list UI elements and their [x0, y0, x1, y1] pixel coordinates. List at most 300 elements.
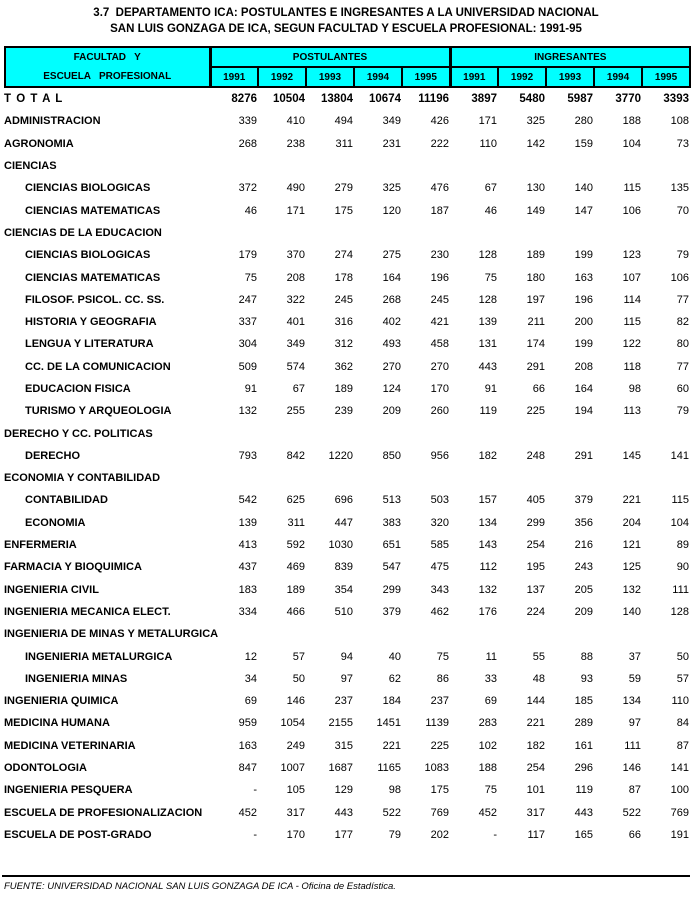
- cell-ingr-1991: 157: [478, 494, 497, 507]
- year-header-ingr-1991: 1991: [450, 67, 498, 87]
- cell-post-1994: 513: [382, 494, 401, 507]
- cell-post-1991: [209, 467, 257, 489]
- cell-ingr-1994: 125: [622, 561, 641, 574]
- cell-post-1993: [305, 422, 353, 444]
- row-label: INGENIERIA PESQUERA: [4, 784, 133, 797]
- cell-post-1994: [353, 222, 401, 244]
- cell-ingr-1991: 131: [478, 338, 497, 351]
- table-row-item: [4, 311, 689, 333]
- cell-ingr-1992: 5480: [519, 93, 545, 106]
- cell-ingr-1991: 188: [478, 762, 497, 775]
- cell-ingr-1994: 113: [623, 405, 641, 418]
- cell-ingr-1993: 119: [575, 784, 593, 797]
- cell-post-1991: -: [253, 784, 257, 797]
- cell-post-1993: 129: [334, 784, 353, 797]
- table-row-section: [4, 623, 689, 645]
- cell-post-1995: 421: [430, 316, 449, 329]
- cell-ingr-1994: 114: [623, 293, 641, 306]
- row-label: INGENIERIA CIVIL: [4, 583, 99, 596]
- cell-post-1993: 362: [334, 360, 353, 373]
- title-line-2: SAN LUIS GONZAGA DE ICA, SEGUN FACULTAD Y ESCUELA PROFESIONAL: 1991-95: [110, 23, 582, 35]
- cell-post-1994: [353, 623, 401, 645]
- cell-post-1991: 793: [238, 449, 257, 462]
- cell-post-1991: 12: [244, 650, 257, 663]
- cell-post-1992: [257, 623, 305, 645]
- cell-ingr-1992: 299: [526, 516, 545, 529]
- cell-ingr-1994: 37: [628, 650, 641, 663]
- cell-post-1992: 490: [286, 182, 305, 195]
- ingresantes-group-header: INGRESANTES: [450, 47, 690, 67]
- cell-ingr-1993: 379: [574, 494, 593, 507]
- cell-post-1992: 317: [286, 806, 305, 819]
- cell-post-1994: 1451: [376, 717, 401, 730]
- cell-ingr-1991: [449, 623, 497, 645]
- cell-post-1991: 509: [238, 360, 257, 373]
- cell-post-1993: 13804: [321, 93, 353, 106]
- cell-post-1995: 175: [430, 784, 449, 797]
- cell-ingr-1993: 164: [574, 383, 593, 395]
- cell-post-1993: 2155: [328, 717, 353, 730]
- year-header-ingr-1994: 1994: [594, 67, 642, 87]
- cell-ingr-1994: [593, 222, 641, 244]
- cell-post-1992: [257, 222, 305, 244]
- cell-ingr-1995: [641, 422, 689, 444]
- cell-ingr-1995: 82: [676, 316, 689, 329]
- cell-ingr-1995: 128: [670, 605, 689, 618]
- cell-ingr-1994: 104: [622, 137, 641, 150]
- cell-post-1994: 231: [382, 137, 401, 150]
- table-row-plain: [4, 735, 689, 757]
- faculty-column-header: [5, 47, 210, 87]
- cell-ingr-1992: 254: [526, 539, 545, 552]
- cell-ingr-1995: 141: [670, 762, 689, 775]
- cell-ingr-1991: 128: [478, 249, 497, 262]
- cell-ingr-1995: 141: [670, 449, 689, 462]
- cell-ingr-1991: 176: [478, 605, 497, 618]
- cell-post-1995: 343: [430, 583, 449, 596]
- row-label: CC. DE LA COMUNICACION: [25, 360, 171, 373]
- table-row-section: [4, 422, 689, 444]
- table-row-item: [4, 356, 689, 378]
- cell-post-1993: 839: [334, 561, 353, 574]
- cell-post-1993: 97: [340, 672, 353, 685]
- cell-post-1995: 462: [430, 605, 449, 618]
- cell-ingr-1993: 296: [574, 762, 593, 775]
- cell-ingr-1993: 356: [574, 516, 593, 529]
- cell-post-1992: 410: [286, 115, 305, 128]
- cell-ingr-1991: 112: [479, 561, 497, 574]
- table-row-plain: [4, 110, 689, 132]
- cell-post-1994: 547: [382, 561, 401, 574]
- cell-ingr-1992: 48: [532, 672, 545, 685]
- cell-ingr-1994: 134: [622, 695, 641, 708]
- cell-ingr-1995: 89: [676, 539, 689, 552]
- cell-ingr-1992: 117: [527, 828, 545, 841]
- cell-ingr-1995: 73: [676, 137, 689, 150]
- cell-post-1991: 437: [238, 561, 257, 574]
- cell-ingr-1992: [497, 222, 545, 244]
- cell-ingr-1994: 106: [622, 204, 641, 217]
- table-row-item: [4, 378, 689, 400]
- cell-post-1994: [353, 467, 401, 489]
- cell-post-1994: 98: [388, 784, 401, 797]
- cell-post-1992: 370: [286, 249, 305, 262]
- row-label: CONTABILIDAD: [25, 494, 108, 507]
- cell-ingr-1995: 77: [676, 293, 689, 306]
- cell-ingr-1994: 188: [622, 115, 641, 128]
- cell-ingr-1993: 93: [580, 672, 593, 685]
- cell-ingr-1995: 87: [676, 739, 689, 752]
- cell-post-1992: 208: [286, 271, 305, 284]
- cell-ingr-1992: 248: [526, 449, 545, 462]
- row-label: CIENCIAS MATEMATICAS: [25, 271, 161, 284]
- cell-post-1993: [305, 467, 353, 489]
- cell-post-1995: 230: [430, 249, 449, 262]
- cell-ingr-1993: 289: [574, 717, 593, 730]
- cell-ingr-1991: 143: [478, 539, 497, 552]
- cell-post-1994: 120: [382, 204, 401, 217]
- row-label: DERECHO: [25, 449, 81, 462]
- table-row-total: [4, 88, 689, 110]
- cell-ingr-1991: 283: [478, 717, 497, 730]
- row-label: FILOSOF. PSICOL. CC. SS.: [25, 293, 165, 306]
- row-label: AGRONOMIA: [4, 137, 74, 150]
- cell-post-1993: 510: [334, 605, 353, 618]
- cell-post-1991: 334: [238, 605, 257, 618]
- cell-post-1993: 189: [334, 383, 353, 395]
- cell-post-1991: 372: [238, 182, 257, 195]
- row-label: CIENCIAS BIOLOGICAS: [25, 182, 151, 195]
- cell-ingr-1992: [497, 467, 545, 489]
- cell-post-1991: 959: [238, 717, 257, 730]
- cell-post-1995: [401, 467, 449, 489]
- cell-post-1994: 270: [382, 360, 401, 373]
- row-label: FARMACIA Y BIOQUIMICA: [4, 561, 142, 574]
- cell-post-1992: 842: [286, 449, 305, 462]
- row-label: MEDICINA HUMANA: [4, 717, 110, 730]
- row-label: INGENIERIA QUIMICA: [4, 695, 119, 708]
- cell-ingr-1991: 452: [478, 806, 497, 819]
- table-row-plain: [4, 133, 689, 155]
- postulantes-group-header: POSTULANTES: [210, 47, 450, 67]
- cell-post-1991: 304: [238, 338, 257, 351]
- cell-post-1993: 1687: [328, 762, 353, 775]
- cell-post-1993: 1220: [328, 449, 353, 462]
- year-header-ingr-1992: 1992: [498, 67, 546, 87]
- cell-ingr-1991: 46: [484, 204, 497, 217]
- group-header-row: [5, 47, 690, 67]
- cell-ingr-1992: 137: [526, 583, 545, 596]
- cell-post-1994: 275: [382, 249, 401, 262]
- cell-ingr-1992: 142: [526, 137, 545, 150]
- cell-ingr-1995: 108: [670, 115, 689, 128]
- cell-ingr-1992: [497, 623, 545, 645]
- cell-ingr-1994: 3770: [615, 93, 641, 106]
- cell-ingr-1991: 102: [478, 739, 497, 752]
- cell-ingr-1993: 147: [574, 204, 593, 217]
- table-row-plain: [4, 757, 689, 779]
- cell-post-1993: 175: [334, 204, 353, 217]
- cell-ingr-1994: 59: [628, 672, 641, 685]
- cell-ingr-1993: 280: [574, 115, 593, 128]
- cell-post-1991: 34: [244, 672, 257, 685]
- cell-ingr-1995: 104: [670, 516, 689, 529]
- cell-post-1994: 62: [388, 672, 401, 685]
- cell-post-1993: [305, 222, 353, 244]
- table-row-plain: [4, 556, 689, 578]
- cell-ingr-1995: 60: [676, 383, 689, 395]
- cell-ingr-1993: 216: [574, 539, 593, 552]
- cell-post-1994: 325: [382, 182, 401, 195]
- cell-post-1992: 322: [286, 293, 305, 306]
- cell-post-1992: [257, 155, 305, 177]
- source-text: FUENTE: UNIVERSIDAD NACIONAL SAN LUIS GONZAGA DE ICA - Oficina de Estadística.: [4, 881, 396, 892]
- row-label: ESCUELA DE POST-GRADO: [4, 828, 152, 841]
- cell-post-1994: 124: [382, 383, 401, 395]
- cell-post-1994: 522: [382, 806, 401, 819]
- row-label: CIENCIAS: [4, 160, 57, 173]
- cell-post-1994: 349: [382, 115, 401, 128]
- cell-post-1994: 10674: [369, 93, 401, 106]
- table-row-plain: [4, 824, 689, 846]
- cell-ingr-1991: 75: [484, 271, 497, 284]
- cell-post-1993: 178: [334, 271, 353, 284]
- table-row-item: [4, 244, 689, 266]
- cell-post-1991: 268: [238, 137, 257, 150]
- title-line-1: 3.7 DEPARTAMENTO ICA: POSTULANTES E INGRESANTES A LA UNIVERSIDAD NACIONAL: [93, 7, 599, 19]
- cell-post-1995: 270: [430, 360, 449, 373]
- cell-post-1995: 956: [430, 449, 449, 462]
- cell-post-1993: 443: [334, 806, 353, 819]
- cell-ingr-1991: 67: [484, 182, 497, 195]
- table-row-item: [4, 289, 689, 311]
- cell-post-1992: 249: [286, 739, 305, 752]
- cell-ingr-1991: -: [493, 828, 497, 841]
- cell-post-1992: 255: [286, 405, 305, 418]
- cell-ingr-1993: 199: [574, 249, 593, 262]
- cell-post-1995: 187: [430, 204, 449, 217]
- row-label: HISTORIA Y GEOGRAFIA: [25, 316, 157, 329]
- cell-ingr-1994: 115: [623, 316, 641, 329]
- cell-post-1992: 1054: [280, 717, 305, 730]
- cell-ingr-1993: 209: [574, 605, 593, 618]
- cell-ingr-1994: 221: [622, 494, 641, 507]
- cell-ingr-1991: 69: [484, 695, 497, 708]
- cell-post-1994: 184: [382, 695, 401, 708]
- cell-ingr-1994: 123: [622, 249, 641, 262]
- cell-post-1992: 50: [292, 672, 305, 685]
- cell-ingr-1994: 122: [622, 338, 641, 351]
- cell-ingr-1993: 443: [574, 806, 593, 819]
- cell-ingr-1992: 197: [526, 293, 545, 306]
- cell-ingr-1995: 100: [670, 784, 689, 797]
- cell-ingr-1994: 107: [622, 271, 641, 284]
- cell-post-1992: 171: [286, 204, 305, 217]
- cell-post-1992: 469: [286, 561, 305, 574]
- cell-ingr-1992: 66: [532, 383, 545, 395]
- cell-ingr-1992: 224: [526, 605, 545, 618]
- cell-post-1994: 493: [382, 338, 401, 351]
- cell-ingr-1993: [545, 422, 593, 444]
- cell-ingr-1991: [449, 222, 497, 244]
- row-label: ESCUELA DE PROFESIONALIZACION: [4, 806, 203, 819]
- cell-post-1991: 183: [238, 583, 257, 596]
- cell-ingr-1991: [449, 467, 497, 489]
- cell-post-1994: [353, 155, 401, 177]
- table-row-item: [4, 266, 689, 288]
- table-row-plain: [4, 690, 689, 712]
- cell-ingr-1991: 134: [478, 516, 497, 529]
- cell-post-1993: 312: [334, 338, 353, 351]
- cell-ingr-1991: 3897: [471, 93, 497, 106]
- row-label: CIENCIAS BIOLOGICAS: [25, 249, 151, 262]
- cell-ingr-1992: [497, 155, 545, 177]
- cell-ingr-1995: 3393: [663, 93, 689, 106]
- cell-ingr-1995: 70: [676, 204, 689, 217]
- data-table: [4, 88, 689, 846]
- cell-post-1993: 311: [335, 137, 353, 150]
- cell-ingr-1991: 182: [478, 449, 497, 462]
- cell-post-1995: 202: [430, 828, 449, 841]
- cell-ingr-1993: 88: [580, 650, 593, 663]
- cell-post-1995: 1083: [424, 762, 449, 775]
- cell-ingr-1993: 200: [574, 316, 593, 329]
- cell-ingr-1994: 140: [622, 605, 641, 618]
- cell-post-1992: 170: [286, 828, 305, 841]
- cell-ingr-1992: 189: [526, 249, 545, 262]
- cell-ingr-1994: 66: [628, 828, 641, 841]
- cell-ingr-1995: 110: [671, 695, 689, 708]
- cell-post-1991: 163: [238, 739, 257, 752]
- cell-ingr-1994: [593, 467, 641, 489]
- table-row-item: [4, 668, 689, 690]
- cell-post-1991: 847: [238, 762, 257, 775]
- cell-ingr-1994: 98: [628, 383, 641, 395]
- cell-ingr-1995: 77: [676, 360, 689, 373]
- cell-ingr-1991: 128: [478, 293, 497, 306]
- cell-ingr-1995: 135: [670, 182, 689, 195]
- cell-post-1992: 57: [292, 650, 305, 663]
- cell-post-1991: 139: [238, 516, 257, 529]
- cell-ingr-1991: 110: [479, 137, 497, 150]
- cell-ingr-1992: 195: [526, 561, 545, 574]
- cell-post-1995: 260: [430, 405, 449, 418]
- cell-ingr-1995: 79: [676, 249, 689, 262]
- cell-post-1993: 94: [340, 650, 353, 663]
- cell-post-1994: 402: [382, 316, 401, 329]
- year-header-post-1993: 1993: [306, 67, 354, 87]
- cell-post-1994: 164: [382, 271, 401, 284]
- year-header-post-1994: 1994: [354, 67, 402, 87]
- cell-post-1994: 379: [382, 605, 401, 618]
- cell-post-1993: 696: [334, 494, 353, 507]
- cell-post-1993: [305, 623, 353, 645]
- cell-post-1993: 316: [334, 316, 353, 329]
- cell-post-1995: [401, 222, 449, 244]
- cell-post-1995: 75: [436, 650, 449, 663]
- cell-ingr-1992: 182: [526, 739, 545, 752]
- cell-ingr-1995: 90: [676, 561, 689, 574]
- cell-post-1991: 91: [244, 383, 257, 395]
- cell-post-1993: 315: [334, 739, 353, 752]
- cell-ingr-1995: [641, 222, 689, 244]
- cell-post-1992: 466: [286, 605, 305, 618]
- cell-ingr-1995: 115: [671, 494, 689, 507]
- table-row-plain: [4, 712, 689, 734]
- row-label: CIENCIAS MATEMATICAS: [25, 204, 161, 217]
- cell-ingr-1993: 196: [574, 293, 593, 306]
- cell-ingr-1995: [641, 467, 689, 489]
- cell-post-1995: 476: [430, 182, 449, 195]
- cell-post-1995: [401, 422, 449, 444]
- cell-post-1994: 1165: [377, 762, 401, 775]
- row-label: INGENIERIA MECANICA ELECT.: [4, 605, 171, 618]
- cell-ingr-1993: 205: [574, 583, 593, 596]
- table-row-section: [4, 222, 689, 244]
- cell-ingr-1993: 185: [574, 695, 593, 708]
- cell-post-1991: 413: [238, 539, 257, 552]
- cell-post-1992: 311: [287, 516, 305, 529]
- cell-post-1992: 574: [286, 360, 305, 373]
- row-label: EDUCACION FISICA: [25, 383, 131, 395]
- table-row-section: [4, 467, 689, 489]
- cell-post-1993: 1030: [328, 539, 353, 552]
- cell-post-1992: 592: [286, 539, 305, 552]
- cell-ingr-1995: 111: [672, 583, 689, 596]
- table-row-plain: [4, 601, 689, 623]
- cell-ingr-1993: 243: [574, 561, 593, 574]
- faculty-header-line1: FACULTAD Y: [73, 52, 141, 63]
- cell-post-1995: 86: [436, 672, 449, 685]
- cell-post-1995: 769: [430, 806, 449, 819]
- row-label: MEDICINA VETERINARIA: [4, 739, 136, 752]
- table-row-item: [4, 445, 689, 467]
- cell-post-1994: 209: [382, 405, 401, 418]
- table-row-item: [4, 400, 689, 422]
- cell-ingr-1994: 522: [622, 806, 641, 819]
- cell-ingr-1994: 118: [623, 360, 641, 373]
- cell-ingr-1992: 174: [526, 338, 545, 351]
- cell-post-1995: 426: [430, 115, 449, 128]
- cell-ingr-1991: 33: [484, 672, 497, 685]
- year-header-post-1992: 1992: [258, 67, 306, 87]
- cell-post-1994: 268: [382, 293, 401, 306]
- cell-ingr-1993: 161: [574, 739, 593, 752]
- cell-post-1991: 69: [244, 695, 257, 708]
- cell-post-1995: 585: [430, 539, 449, 552]
- table-row-item: [4, 199, 689, 221]
- cell-ingr-1992: 180: [526, 271, 545, 284]
- cell-post-1991: 179: [238, 249, 257, 262]
- cell-ingr-1991: 91: [484, 383, 497, 395]
- row-label: ODONTOLOGIA: [4, 762, 87, 775]
- cell-ingr-1995: 106: [670, 271, 689, 284]
- cell-post-1991: 46: [244, 204, 257, 217]
- cell-post-1994: 299: [382, 583, 401, 596]
- cell-post-1994: 40: [388, 650, 401, 663]
- cell-post-1992: 10504: [273, 93, 305, 106]
- cell-ingr-1994: 146: [622, 762, 641, 775]
- table-row-item: [4, 177, 689, 199]
- cell-post-1992: 625: [286, 494, 305, 507]
- cell-post-1991: 337: [238, 316, 257, 329]
- cell-post-1995: 225: [430, 739, 449, 752]
- cell-ingr-1993: 5987: [567, 93, 593, 106]
- cell-post-1991: -: [253, 828, 257, 841]
- cell-post-1991: 132: [238, 405, 257, 418]
- cell-post-1995: 237: [430, 695, 449, 708]
- row-label: ECONOMIA Y CONTABILIDAD: [4, 472, 161, 485]
